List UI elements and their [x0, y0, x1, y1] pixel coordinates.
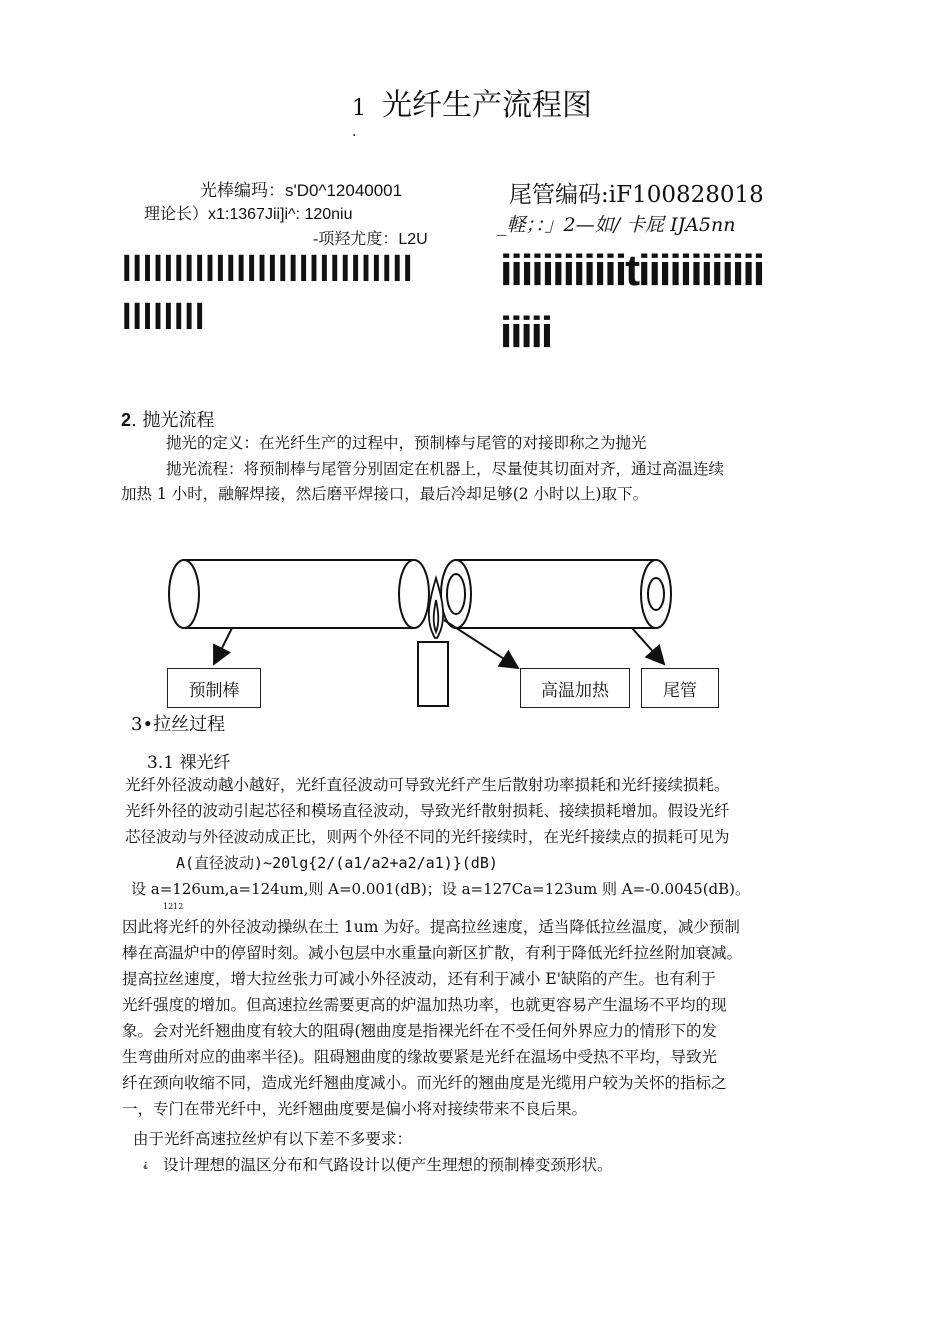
paragraph-line: 光纤外径的波动引起芯径和模场直径波动，导致光纤散射损耗、接续损耗增加。假设光纤 — [125, 802, 730, 820]
label-tube: 尾管 — [663, 680, 697, 701]
arrow-preform — [214, 628, 232, 664]
preform-rod — [169, 560, 429, 628]
tail-tube — [441, 560, 671, 628]
paragraph-line: 纤在颈向收缩不同，造成光纤翘曲度减小。而光纤的翘曲度是光缆用户较为关怀的指标之 — [122, 1074, 727, 1092]
label-box-heating — [520, 668, 630, 708]
paragraph-line: 象。会对光纤翘曲度有较大的阻碍(翘曲度是指裸光纤在不受任何外界应力的情形下的发 — [122, 1022, 718, 1040]
section2-title: . 抛光流程 — [131, 410, 215, 431]
paragraph-line: 提高拉丝速度，增大拉丝张力可减小外径波动，还有利于减小 E'缺陷的产生。也有利于 — [122, 970, 717, 988]
section3-heading: 3•拉丝过程 — [131, 714, 226, 735]
barcode-right-row1: iiiiiiiiiiiitiiiiiiiiiiii — [500, 246, 764, 295]
subscript-note: 1212 — [163, 902, 184, 911]
barcode-left-row2: IIIIIIII — [122, 296, 206, 338]
section3-1-heading: 3.1 裸光纤 — [147, 753, 231, 773]
burner — [418, 642, 448, 706]
paragraph-line: 光纤外径波动越小越好，光纤直径波动可导致光纤产生后散射功率损耗和光纤接续损耗。 — [125, 776, 730, 794]
polish-process-line1: 抛光流程：将预制棒与尾管分别固定在机器上，尽量使其切面对齐，通过高温连续 — [166, 460, 725, 478]
loss-example: 设 a=126um,a=124um,则 A=0.001(dB)；设 a=127Ca=123um 则 A=-0.0045(dB)。 — [131, 880, 751, 898]
bullet-mark: ⸘ — [143, 1160, 148, 1170]
paragraph-line: 一，专门在带光纤中，光纤翘曲度要是偏小将对接续带来不良后果。 — [122, 1100, 588, 1118]
paragraph-line: 棒在高温炉中的停留时刻。减小包层中水重量向新区扩散，有利于降低光纤拉丝附加衰减。 — [122, 944, 743, 962]
label-heating: 高温加热 — [541, 680, 609, 701]
label-preform: 预制棒 — [188, 680, 240, 701]
diameter-info: -项羟尤度：L2U — [313, 231, 428, 248]
requirements-intro: 由于光纤高速拉丝炉有以下差不多要求： — [133, 1130, 413, 1148]
label-box-preform — [167, 668, 261, 708]
tube-info: _軽；：」2—如/ 卡屁 IJA5nn — [497, 214, 736, 236]
section2-number: 2 — [121, 410, 132, 430]
barcode-left-row1: IIIIIIIIIIIIIIIIIIIIIIIIIIII — [122, 248, 414, 290]
title-dot: . — [352, 124, 357, 140]
arrow-tube — [632, 628, 664, 664]
preform-code: 光棒编玛：s'D0^12040001 — [200, 181, 403, 200]
label-box-tube — [641, 668, 719, 708]
requirement-item: 设计理想的温区分布和气路设计以便产生理想的预制棒变颈形状。 — [163, 1156, 613, 1174]
paragraph-line: 芯径波动与外径波动成正比，则两个外径不同的光纤接续时，在光纤接续点的损耗可见为 — [125, 828, 730, 846]
paragraph-line: 生弯曲所对应的曲率半径)。阻碍翘曲度的缘故要紧是光纤在温场中受热不平均，导致光 — [122, 1048, 718, 1066]
loss-formula: A(直径波动)~20lg{2/(a1/a2+a2/a1)}(dB) — [176, 854, 498, 872]
theory-length: 理论长）x1:1367Jii]i^: 120niu — [144, 206, 353, 223]
title-number: 1 — [352, 96, 366, 121]
barcode-right-row2: iiiii — [500, 308, 552, 357]
paragraph-line: 因此将光纤的外径波动操纵在土 1um 为好。提高拉丝速度，适当降低拉丝温度，减少预制 — [122, 918, 740, 936]
polish-process-line2: 加热 1 小时，融解焊接，然后磨平焊接口，最后冷却足够(2 小时以上)取下。 — [121, 485, 649, 503]
page-title: 光纤生产流程图 — [382, 88, 592, 123]
tube-code: 尾管编码:iF100828018 — [509, 182, 764, 208]
paragraph-line: 光纤强度的增加。但高速拉丝需要更高的炉温加热功率，也就更容易产生温场不平均的现 — [122, 996, 727, 1014]
polish-definition: 抛光的定义：在光纤生产的过程中，预制棒与尾管的对接即称之为抛光 — [166, 434, 647, 452]
